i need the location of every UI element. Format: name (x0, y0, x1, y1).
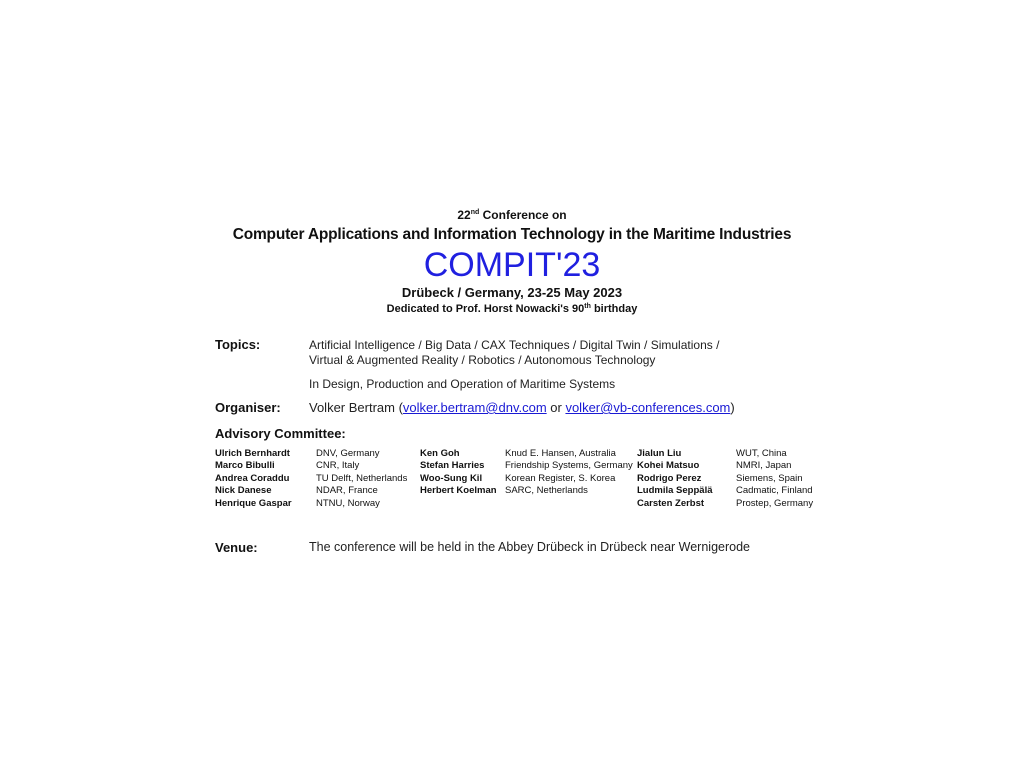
committee-column-2-names (420, 448, 497, 498)
committee-member-name: Woo-Sung Kil (420, 472, 483, 484)
topics-line-2: Virtual & Augmented Reality / Robotics / Autonomous Technology (309, 353, 656, 367)
committee-member-org: Knud E. Hansen, Australia (505, 448, 616, 459)
organiser-close: ) (730, 400, 735, 415)
conference-place-date: Drübeck / Germany, 23-25 May 2023 (401, 285, 623, 300)
ordinal-number: 22 (457, 208, 471, 222)
committee-column-1-names (215, 448, 292, 510)
committee-member-name: Marco Bibulli (215, 460, 275, 472)
organiser-email-dnv[interactable]: volker.bertram@dnv.com (402, 400, 547, 415)
committee-member-org: WUT, China (736, 448, 787, 459)
ordinal-text: Conference on (479, 208, 567, 222)
organiser-email-vb[interactable]: volker@vb-conferences.com (565, 400, 731, 415)
venue-label: Venue: (215, 540, 258, 555)
committee-member-org: Cadmatic, Finland (736, 485, 813, 497)
topics-label: Topics: (215, 337, 261, 352)
committee-member-org: Siemens, Spain (736, 472, 803, 484)
committee-column-3-orgs (736, 448, 813, 510)
conference-title: Computer Applications and Information Technology in the Maritime Industries (232, 226, 792, 243)
organiser-or: or (546, 400, 566, 415)
committee-member-org: NTNU, Norway (316, 497, 380, 509)
topics-line-1: Artificial Intelligence / Big Data / CAX Techniques / Digital Twin / Simulations / (309, 338, 720, 352)
committee-member-name: Stefan Harries (420, 460, 485, 472)
committee-member-name: Herbert Koelman (420, 485, 497, 497)
advisory-committee-label: Advisory Committee: (215, 426, 346, 441)
committee-member-name: Ludmila Seppälä (637, 485, 713, 497)
committee-member-org: NDAR, France (316, 485, 378, 497)
committee-member-name: Henrique Gaspar (215, 497, 292, 509)
dedication-suffix: th (584, 303, 591, 310)
committee-column-3-names (637, 448, 713, 510)
organiser-name: Volker Bertram ( (309, 400, 403, 415)
committee-member-org: SARC, Netherlands (505, 485, 588, 497)
committee-member-name: Carsten Zerbst (637, 497, 705, 509)
committee-member-name: Ulrich Bernhardt (215, 448, 290, 459)
committee-member-name: Nick Danese (215, 485, 272, 497)
dedication-text: Dedicated to Prof. Horst Nowacki's 90 (386, 303, 585, 315)
ordinal-suffix: nd (470, 209, 480, 216)
conference-ordinal (0, 208, 1024, 222)
committee-column-1-orgs (316, 448, 407, 510)
venue-text: The conference will be held in the Abbey Drübeck in Drübeck near Wernigerode (309, 540, 750, 554)
committee-column-2-orgs (505, 448, 633, 498)
conference-brand: COMPIT'23 (423, 246, 601, 284)
committee-member-org: NMRI, Japan (736, 460, 792, 472)
committee-member-name: Rodrigo Perez (637, 472, 702, 484)
organiser-line (309, 400, 735, 415)
committee-member-org: CNR, Italy (316, 460, 360, 472)
committee-member-name: Andrea Coraddu (215, 472, 290, 484)
committee-member-org: TU Delft, Netherlands (316, 472, 408, 484)
dedication-end: birthday (590, 303, 638, 315)
topics-line-3: In Design, Production and Operation of Maritime Systems (309, 377, 616, 391)
committee-member-name: Kohei Matsuo (637, 460, 700, 472)
dedication (0, 303, 1024, 315)
committee-member-name: Jialun Liu (637, 448, 682, 459)
committee-member-org: DNV, Germany (316, 448, 380, 459)
committee-member-org: Friendship Systems, Germany (505, 460, 633, 472)
committee-member-org: Prostep, Germany (736, 497, 814, 509)
committee-member-org: Korean Register, S. Korea (505, 472, 616, 484)
organiser-label: Organiser: (215, 400, 281, 415)
committee-member-name: Ken Goh (420, 448, 460, 459)
